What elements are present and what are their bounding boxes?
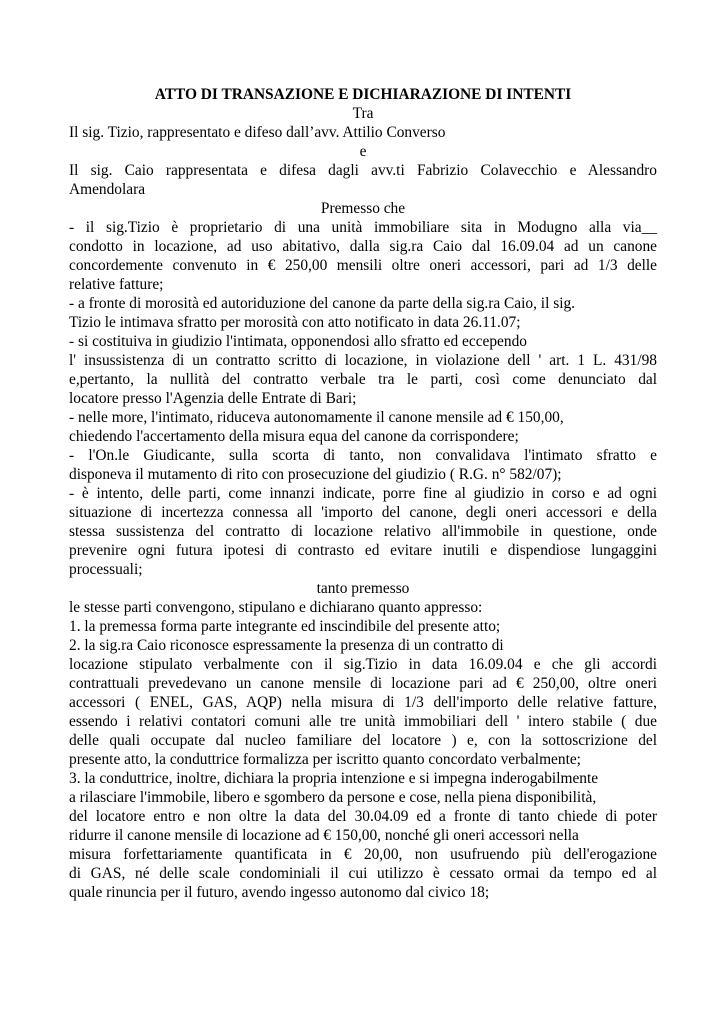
text-line: Il sig. Caio rappresentata e difesa dagli avv.ti Fabrizio Colavecchio e Alessandro (69, 162, 657, 179)
clause-item (69, 617, 657, 636)
text-line: Tizio le intimava sfratto per morosità con atto notificato in data 26.11.07; (69, 314, 521, 331)
text-line: processuali; (69, 561, 143, 578)
text-line: l' insussistenza di un contratto scritto di locazione, in violazione dell ' art. 1 L. 431/98 (69, 352, 657, 369)
text-line: 3. la conduttrice, inoltre, dichiara la propria intenzione e si impegna inderogabilmente (69, 770, 599, 787)
party-1: Il sig. Tizio, rappresentato e difeso dall’avv. Attilio Converso (69, 124, 446, 141)
text-line: stessa sussistenza del contratto di locazione relativo all'immobile in questione, onde (69, 523, 657, 540)
clause-item (69, 769, 657, 902)
text-line: 2. la sig.ra Caio riconosce espressamente la presenza di un contratto di (69, 637, 504, 654)
premises-list (69, 218, 657, 579)
text-line: condotto in locazione, ad uso abitativo, dalla sig.ra Caio dal 16.09.04 ad un canone (69, 238, 657, 255)
text-line: - l'On.le Giudicante, sulla scorta di tanto, non convalidava l'intimato sfratto e (69, 447, 657, 464)
agreement-intro: le stesse parti convengono, stipulano e dichiarano quanto appresso: (69, 599, 483, 616)
text-line: disponeva il mutamento di rito con prosecuzione del giudizio ( R.G. n° 582/07); (69, 466, 562, 483)
premise-item (69, 408, 657, 446)
text-line: - nelle more, l'intimato, riduceva autonomamente il canone mensile ad € 150,00, (69, 409, 564, 426)
text-line: - il sig.Tizio è proprietario di una unità immobiliare sita in Modugno alla via__ (69, 219, 657, 236)
premise-item (69, 332, 657, 408)
text-line: 1. la premessa forma parte integrante ed inscindibile del presente atto; (69, 618, 501, 635)
premise-item (69, 446, 657, 484)
document-title: ATTO DI TRANSAZIONE E DICHIARAZIONE DI INTENTI (154, 86, 572, 103)
text-line: ridurre il canone mensile di locazione ad € 150,00, nonché gli oneri accessori nella (69, 827, 579, 844)
text-line: relative fatture; (69, 276, 164, 293)
text-line: misura forfettariamente quantificata in € 20,00, non usufruendo più dell'erogazione (69, 846, 657, 863)
premesso-che-heading: Premesso che (320, 200, 406, 217)
clauses-list (69, 617, 657, 902)
text-line: a rilasciare l'immobile, libero e sgombero da persone e cose, nella piena disponibilità, (69, 789, 597, 806)
tanto-premesso-heading: tanto premesso (316, 580, 410, 597)
text-line: locazione stipulato verbalmente con il sig.Tizio in data 16.09.04 e che gli accordi (69, 656, 657, 673)
text-line: Amendolara (69, 181, 146, 198)
text-line: prevenire ogni futura ipotesi di contrasto ed evitare inutili e dispendiose lungaggini (69, 542, 657, 559)
document-body (69, 85, 657, 902)
premise-item (69, 218, 657, 294)
e-label: e (359, 143, 367, 160)
clause-item (69, 636, 657, 769)
text-line: situazione di incertezza connessa all 'importo del canone, degli oneri accessori e della (69, 504, 657, 521)
text-line: di GAS, né delle scale condominiali il cui utilizzo è cessato ormai da tempo ed al (69, 865, 657, 882)
text-line: - è intento, delle parti, come innanzi indicate, porre fine al giudizio in corso e ad ogni (69, 485, 657, 502)
text-line: e,pertanto, la nullità del contratto verbale tra le parti, così come denunciato dal (69, 371, 657, 388)
text-line: - si costituiva in giudizio l'intimata, opponendosi allo sfratto ed eccependo (69, 333, 527, 350)
party-2 (69, 161, 657, 199)
premise-item (69, 294, 657, 332)
text-line: essendo i relativi contatori comuni alle tre unità immobiliari dell ' intero stabile ( due (69, 713, 657, 730)
text-line: delle quali occupate dal nucleo familiare del locatore ) e, con la sottoscrizione del (69, 732, 657, 749)
text-line: del locatore entro e non oltre la data del 30.04.09 ed a fronte di tanto chiede di poter (69, 808, 657, 825)
text-line: concordemente convenuto in € 250,00 mensili oltre oneri accessori, pari ad 1/3 delle (69, 257, 657, 274)
premise-item (69, 484, 657, 579)
tra-label: Tra (352, 105, 374, 122)
text-line: - a fronte di morosità ed autoriduzione del canone da parte della sig.ra Caio, il sig. (69, 295, 576, 312)
text-line: locatore presso l'Agenzia delle Entrate di Bari; (69, 390, 357, 407)
text-line: contrattuali prevedevano un canone mensile di locazione pari ad € 250,00, oltre oneri (69, 675, 657, 692)
text-line: presente atto, la conduttrice formalizza per iscritto quanto concordato verbalmente; (69, 751, 581, 768)
text-line: chiedendo l'accertamento della misura equa del canone da corrispondere; (69, 428, 519, 445)
text-line: accessori ( ENEL, GAS, AQP) nella misura di 1/3 dell'importo delle relative fatture, (69, 694, 657, 711)
text-line: quale rinuncia per il futuro, avendo ingesso autonomo dal civico 18; (69, 884, 490, 901)
